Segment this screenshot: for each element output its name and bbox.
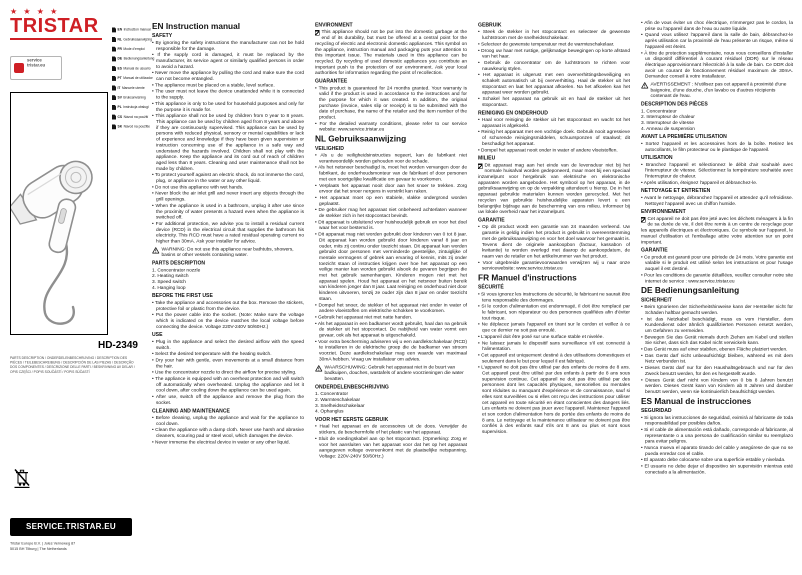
language-code: DE: [117, 57, 123, 61]
bullet-item: • To protect yourself against an electric shock, do not immerse the cord, plug, or appliance in the water or any other liquid.: [152, 172, 304, 184]
language-code: SV: [117, 95, 122, 100]
bullet-item: • Verplaats het apparaat nooit door aan het snoer te trekken. Zorg ervoor dat het snoer nergens in verstrikt kan raken.: [315, 182, 467, 195]
bullet-item: • Het apparaat moet op een stabiele, vlakke ondergrond worden geplaatst.: [315, 194, 467, 207]
section-heading: GUARANTEE: [315, 78, 348, 85]
section-heading: REINIGING EN ONDERHOUD: [478, 110, 548, 116]
bullet-item: • Cet appareil est uniquement destiné à des utilisations domestiques et seulement dans le but pour lequel il est fabriqué.: [478, 352, 630, 364]
document-icon: [112, 47, 116, 52]
parts-item: 3. Interrupteur de vitesse: [641, 119, 695, 126]
section-heading: GARANTIE: [641, 247, 668, 254]
bullet-item: • Afin de vous éviter un choc électrique, n'immergez pas le cordon, la prise ou l'appareil dans de l'eau ou autre liquide.: [641, 20, 793, 32]
language-index-item: [112, 73, 153, 83]
parts-item: 2. Interrupteur de chaleur: [641, 114, 695, 120]
bullet-list: [152, 415, 304, 445]
bullet-list: [478, 291, 630, 434]
section-heading: USE: [152, 332, 163, 338]
language-index: [112, 25, 153, 132]
paragraph-text: This appliance should not be put into the domestic garbage at the end of its durability, but must be offered at a central point for the recycling of electric and electronic domestic appliances. This symbol on the appliance, instruction manual and packaging puts your attention to this important issue. The materials used in this appliance can be recycled. By recycling of used domestic appliances you contribute an important push to the protection of our environment. Ask your local authorities for information regarding the point of recollection.: [315, 29, 467, 76]
language-label: Bedienungsanleitung: [123, 57, 155, 61]
environment-paragraph: [478, 162, 630, 215]
bullet-list: [315, 85, 467, 132]
bullet-item: • Si ignora las instrucciones de seguridad, eximirá al fabricante de toda responsabilidad por posibles daños.: [641, 414, 793, 427]
section-heading: DESCRIPTION DES PIÈCES: [641, 101, 708, 108]
bullet-item: • Avant le nettoyage, débranchez l'appareil et attendez qu'il refroidisse. Nettoyez l'appareil avec un chiffon humide.: [641, 194, 793, 207]
section-heading: VEILIGHEID: [315, 145, 344, 152]
language-label: Gebruiksaanwijzing: [123, 37, 152, 42]
bullet-item: • Dieses Gerät darf nicht von Kindern von 0 bis 8 Jahren benutzt werden. Dieses Gerät kann von Kindern ab 8 Jahren und darüber benutzt werden, wenn sie kontinuierlich beaufsichtigt werden.: [641, 377, 793, 395]
language-index-item: [112, 93, 153, 103]
service-badge-icon: [14, 63, 24, 73]
language-code: IT: [117, 86, 121, 90]
parts-item: 1. Concentrator nozzle: [152, 267, 201, 273]
recycle-bin-icon: [478, 163, 483, 169]
language-code: CS: [117, 115, 123, 119]
bullet-item: • Haal voor reiniging de stekker uit het stopcontact en wacht tot het apparaat is afgekoeld.: [478, 117, 630, 129]
bullet-item: • Put the power cable into the socket. (Note: Make sure the voltage which is indicated on the device matches the local voltage before connecting the device. Voltage 220V-240V 50/60Hz.): [152, 312, 304, 330]
section-heading: VOOR HET EERSTE GEBRUIK: [315, 416, 389, 423]
section-heading: MILIEU: [478, 155, 496, 162]
bullet-list: [478, 29, 630, 108]
bullet-item: • After use, switch off the appliance and remove the plug from the socket.: [152, 394, 304, 406]
language-label: Manuele utente: [121, 86, 145, 90]
paragraph-text: Cet appareil ne doit pas être jeté avec les déchets ménagers à la fin de sa durée de vie, il doit être remis à un centre de recyclage pour les appareils électriques et électroniques. Ce symbole sur l'appareil, le manuel d'utilisation et l'emballage attire votre attention sur un point important.: [641, 215, 793, 245]
document-icon: [112, 124, 116, 129]
language-index-item: [112, 35, 153, 45]
parts-item: 4. Hanging loop: [152, 284, 186, 291]
manual-column-fr-de-es: [641, 20, 793, 570]
document-icon: [112, 37, 116, 42]
bullet-item: • Si el cable de alimentación está dañado, corresponde al fabricante, al representante o a una persona de cualificación similar su reemplazo para evitar peligros.: [641, 426, 793, 445]
weee-bin-icon: [14, 468, 30, 488]
bullet-item: • Si le cordon d'alimentation est endommagé, il doit être remplacé par le fabricant, son réparateur ou des personnes qualifiées afin d'éviter tout risque.: [478, 303, 630, 321]
language-index-item: [112, 103, 153, 113]
language-label: Návod na použití: [123, 115, 149, 119]
service-url-bar: SERVICE.TRISTAR.EU: [10, 518, 132, 536]
environment-paragraph: [315, 29, 467, 76]
language-index-item: [112, 64, 153, 74]
language-index-item: [112, 44, 153, 54]
bullet-item: • Gebruik het apparaat niet met natte handen.: [315, 314, 413, 320]
bullet-item: • Do not use this appliance with wet hands.: [152, 184, 244, 190]
warning-icon: [315, 365, 323, 373]
bullet-item: • El usuario no debe dejar el dispositivo sin supervisión mientras esté conectado a la alimentación.: [641, 463, 793, 475]
language-code: PT: [117, 76, 122, 81]
bullet-list: [315, 152, 467, 362]
company-address: [10, 541, 140, 552]
product-image-box: [10, 92, 108, 335]
bullet-item: • Pour les conditions de garantie détaillées, veuillez consulter notre site internet de service : www.service.tristar.eu: [641, 272, 793, 284]
bullet-item: • Sluit de voedingskabel aan op het stopcontact. (Opmerking: Zorg er voor het aansluiten van het apparaat voor dat het op het apparaat aangegeven voltage overeenkomt met de plaatselijke netspanning. Voltage: 220V-240V 50/60Hz.): [315, 435, 467, 459]
bullet-item: • Als het netsnoer beschadigd is, moet het worden vervangen door de fabrikant, de onderhoudsmonteur van de fabrikant of door personen met een soortgelijke kwalificatie om gevaar te voorkomen.: [315, 164, 467, 182]
language-index-item: [112, 112, 153, 122]
environment-paragraph: [641, 216, 793, 245]
document-icon: [112, 115, 116, 120]
bullet-item: • Das Gerät muss auf einer stabilen, ebenen Fläche platziert werden.: [641, 346, 788, 353]
bullet-item: • Sortez l'appareil et les accessoires hors de la boîte. Retirez les autocollants, le film protecteur ou le plastique de l'appareil.: [641, 140, 793, 153]
language-label: Návod na použitie: [123, 125, 150, 129]
bullet-item: • The appliance is equipped with an overheat protection and will switch off automatically when overheated. Unplug the appliance and let it cool down, after cooling down the appliance can be used again.: [152, 376, 304, 394]
section-heading: BEFORE THE FIRST USE: [152, 293, 213, 299]
language-label: Bruksanvisning: [123, 95, 146, 100]
bullet-item: • Voor uitgebreide garantievoorwaarden verwijzen wij u naar onze servicewebsite: www.service.tristar.eu: [478, 259, 630, 272]
manual-column-en-nl: [315, 20, 467, 570]
bullet-item: • Schakel het apparaat na gebruik uit en haal de stekker uit het stopcontact.: [478, 96, 630, 108]
tristar-logo: [10, 8, 120, 40]
bullet-list: [478, 224, 630, 271]
bullet-item: • Dry your hair with gentle, even movements at a small distance from the hair.: [152, 357, 304, 369]
bullet-item: • If the supply cord is damaged, it must be replaced by the manufacturer, its service agent or similarly qualified persons in order to avoid a hazard.: [152, 52, 304, 70]
section-heading: GARANTIE: [478, 217, 505, 223]
document-icon: [112, 105, 116, 110]
bullet-item: • L'appareil ne doit pas être utilisé par des enfants de moins de 8 ans. Cet appareil peut être utilisé par des enfants à partir de 8 ans sous supervision continue. Cet appareil ne doit pas être utilisé par des personnes dont les capacités physiques, sensorielles ou mentales sont réduites ou manquant d'expérience et de connaissance, sauf si elles sont surveillées ou si elles ont reçu des instructions pour utiliser cet appareil en toute sécurité en étant conscientes des dangers liés. Les enfants ne doivent pas jouer avec l'appareil. Maintenez l'appareil et son cordon d'alimentation hors de portée des enfants de moins de 8 ans. Le nettoyage et la maintenance utilisateur ne doivent pas être confiés à des enfants sauf s'ils ont 8 ans ou plus et sont sous supervision.: [478, 364, 630, 435]
section-heading: NETTOYAGE ET ENTRETIEN: [641, 188, 711, 194]
document-icon: [112, 66, 116, 71]
document-icon: [112, 76, 116, 81]
language-index-item: [112, 25, 153, 35]
language-code: PL: [117, 105, 122, 110]
section-heading: SAFETY: [152, 33, 173, 39]
section-heading: CLEANING AND MAINTENANCE: [152, 408, 230, 414]
document-icon: [112, 27, 116, 32]
document-icon: [112, 86, 116, 91]
bullet-item: • Nunca mueva el aparato tirando del cable y asegúrese de que no se pueda enredar con el cable.: [641, 445, 793, 457]
bullet-item: • L'appareil doit être posé sur une surface stable et nivelée.: [478, 333, 604, 340]
bullet-list: [641, 162, 793, 186]
bullet-item: • When the appliance is used in a bathroom, unplug it after use since the proximity of water presents a hazard even when the appliance is switched off.: [152, 202, 304, 221]
section-heading: PARTS DESCRIPTION: [152, 260, 206, 267]
bullet-item: • Ist das Netzkabel beschädigt, muss es vom Hersteller, dem Kundendienst oder ähnlich qualifizierten Personen ersetzt werden, um Gefahren zu vermeiden.: [641, 316, 793, 334]
bullet-item: • The appliance must be placed on a stable, level surface.: [152, 82, 275, 88]
hair-dryer-image: [11, 93, 107, 334]
bullet-item: • Haal het apparaat en de accessoires uit de doos. Verwijder de stickers, de beschermfolie of het plastic van het apparaat.: [315, 423, 467, 436]
language-code: NL: [117, 37, 122, 42]
parts-item: 4. Anneau de suspension: [641, 125, 695, 132]
language-section-title: ES Manual de instrucciones: [641, 396, 752, 406]
address-line1: Tristar Europe B.V. | Jules Verneweg 87: [10, 541, 76, 546]
parts-list: [641, 108, 793, 131]
parts-list: [152, 267, 304, 290]
warning-text: AVERTISSEMENT : N'utilisez pas cet appareil à proximité d'une baignoire, d'une douche, d'un lavabo ou d'autres récipients contenant de l'eau.: [650, 81, 787, 99]
bullet-item: • Het apparaat is uitgerust met een oververhittingsbeveiliging en schakelt automatisch uit bij oververhitting. Haal de stekker uit het stopcontact en laat het apparaat afkoelen. Na het afkoelen kan het apparaat weer worden gebruikt.: [478, 72, 630, 96]
section-heading: UTILISATION: [641, 155, 673, 161]
bullet-item: • Voor extra bescherming adviseren wij u een aardlekschakelaar (RCD) te installeren in de elektrische groep die de badkamer van stroom voorziet. Deze aardlekschakelaar mag een waarde van maximaal 30mA hebben. Vraag uw installateur om advies.: [315, 338, 467, 362]
image-note: PARTS DESCRIPTION / ONDERDELENBESCHRIJVING / DESCRIPTION DES PIÈCES / TEILEBESCHREIBUNG / DESCRIPCIÓN DE LAS PIEZAS / DESCRIÇÃO DOS COMPONENTES / DESCRIZIONE DELLE PARTI / BESKRIVNING AV DELAR / OPIS CZĘŚCI / POPIS SOUČÁSTÍ / POPIS SÚČASTÍ: [10, 356, 135, 374]
language-label: Instrukcja obsługi: [123, 105, 149, 110]
section-heading: SEGURIDAD: [641, 408, 672, 414]
warning-note: [641, 82, 793, 100]
recycle-bin-icon: [641, 217, 646, 223]
bullet-item: • Droog uw haar met rustige, gelijkmatige bewegingen op korte afstand van het haar.: [478, 47, 630, 60]
warning-note: [152, 246, 304, 258]
language-index-item: [112, 54, 153, 64]
bullet-list: [315, 424, 467, 460]
bullet-list: [641, 141, 793, 153]
bullet-item: • Ne laissez jamais le dispositif sans surveillance s'il est connecté à l'alimentation.: [478, 340, 630, 352]
bullet-item: • By ignoring the safety instructions the manufacturer can not be hold responsible for the damage.: [152, 39, 304, 52]
language-code: FR: [117, 47, 122, 51]
manual-column-en: [152, 20, 304, 570]
bullet-item: • Dieses Gerät darf nur für den Haushaltsgebrauch und nur für den Zweck benutzt werden, für den es hergestellt wurde.: [641, 365, 793, 377]
parts-item: 2. Heating switch: [152, 273, 189, 279]
service-badge-line2: tristar.eu: [27, 62, 46, 68]
bullet-item: • Si vous ignorez les instructions de sécurité, le fabricant ne saurait être tenu responsable des dommages.: [478, 291, 630, 303]
bullet-list: [641, 20, 793, 80]
bullet-item: • Das Gerät darf nicht unbeaufsichtigt bleiben, während es mit dem Netz verbunden ist.: [641, 352, 793, 365]
bullet-item: • À titre de protection supplémentaire, nous vous conseillons d'installer un dispositif différentiel à courant résiduel (DDR) sur le réseau électrique approvisionnant l'électricité à la salle de bain. Ce DDR doit avoir un courant de fonctionnement résiduel maximum de 30mA. Demandez conseil à votre installateur.: [641, 50, 793, 80]
bullet-list: [641, 254, 793, 284]
bullet-item: • For additional protection, we advise you to install a residual current device (RCD) in the electrical circuit that supplies the bathroom his electricity. This RCD must have a rated residual operating current no higher than 30mA. Ask your installer for advice.: [152, 220, 304, 245]
bullet-item: • Plug in the appliance and select the desired airflow with the speed switch.: [152, 338, 304, 351]
language-code: SK: [117, 125, 123, 129]
service-badge-text: [27, 58, 45, 68]
bullet-list: [478, 117, 630, 153]
language-label: Mode d'emploi: [123, 47, 145, 51]
bullet-item: • Ce produit est garanti pour une période de 24 mois. Votre garantie est valable si le produit est utilisé selon les instructions et pour l'usage auquel il est destiné.: [641, 254, 793, 272]
bullet-item: • Select the desired temperature with the heating switch.: [152, 351, 272, 357]
bullet-item: • Before cleaning, unplug the appliance and wait for the appliance to cool down.: [152, 414, 304, 427]
document-icon: [112, 95, 116, 100]
section-heading: ENVIRONMENT: [315, 22, 353, 28]
warning-text: WAARSCHUWING: Gebruik het apparaat niet in de buurt van badkuipen, douches, wastafels of andere voorzieningen die water bevatten.: [324, 364, 464, 382]
bullet-item: • Selecteer de gewenste temperatuur met de warmteschakelaar.: [478, 41, 615, 47]
language-index-item: [112, 83, 153, 93]
manual-column-nl-fr: [478, 20, 630, 570]
bullet-item: • This appliance is only to be used for household purposes and only for the purpose it is made for.: [152, 100, 304, 113]
bullet-item: • Ne déplacez jamais l'appareil en tirant sur le cordon et veillez à ce que ce dernier ne soit pas enroulé.: [478, 321, 630, 334]
bullet-item: • Clean the appliance with a damp cloth. Never use harsh and abrasive cleaners, scouring pad or steel wool, which damages the device.: [152, 427, 304, 439]
bullet-item: • Als u de veiligheidsinstructies negeert, kan de fabrikant niet verantwoordelijk worden gehouden voor de schade.: [315, 152, 467, 164]
brand-name: TRISTAR: [10, 15, 99, 37]
language-section-title: FR Manuel d'instructions: [478, 273, 577, 283]
bullet-item: • This product is guaranteed for 24 months granted. Your warranty is valid if the product is used in accordance to the instructions and for the purpose for which it was created. In addition, the original purchase (invoice, sales slip or receipt) is to be submitted with the date of purchase, the name of the retailer and the item number of the product.: [315, 85, 467, 121]
warning-icon: [641, 82, 649, 90]
bullet-list: [152, 300, 304, 330]
section-heading: GEBRUIK: [478, 22, 502, 28]
language-label: Manual de usuario: [123, 66, 151, 71]
section-heading: AVANT LA PREMIÈRE UTILISATION: [641, 134, 727, 140]
parts-item: 1. Concentrator: [315, 391, 349, 397]
warning-icon: [152, 247, 160, 255]
section-heading: ONDERDELENBESCHRIJVING: [315, 384, 389, 390]
language-code: ES: [117, 66, 122, 71]
bullet-item: • Never immerse the electrical device in water or any other liquid.: [152, 439, 290, 445]
bullet-list: [641, 195, 793, 207]
language-section-title: NL Gebruiksaanwijzing: [315, 134, 407, 144]
address-line2: 5015 BH Tilburg | The Netherlands: [10, 546, 67, 551]
bullet-item: • De gebruiker mag het apparaat niet onbeheerd achterlaten wanneer de stekker zich in het stopcontact bevindt.: [315, 207, 467, 219]
bullet-item: • Op dit product wordt een garantie van 24 maanden verleend. Uw garantie is geldig indien het product is gebruikt in overeenstemming met de gebruiksaanwijzing en voor het doel waarvoor het gemaakt is. Tevens dient de originele aankoopbon (factuur, kassabon of kwitantie) te worden overlegd met daarop de aankoopdatum, de naam van de retailer en het artikelnummer van het product.: [478, 224, 630, 259]
language-label: Manual de utilizador: [123, 76, 153, 81]
parts-item: 1. Concentrateur: [641, 108, 677, 114]
bullet-item: • Steek de stekker in het stopcontact en selecteer de gewenste luchtstroom met de snelheidsschakelaar.: [478, 29, 630, 41]
parts-item: 2. Warmteschakelaar: [315, 396, 361, 403]
language-index-item: [112, 122, 153, 132]
bullet-item: • Beim Ignorieren der Sicherheitshinweise kann der Hersteller nicht für Schäden haftbar gemacht werden.: [641, 304, 793, 316]
bullet-list: [152, 339, 304, 406]
bullet-item: • Never move the appliance by pulling the cord and make sure the cord can not become entangled.: [152, 70, 304, 82]
bullet-item: • Never block the air inlet grill and never insert any objects through the grill openings.: [152, 190, 304, 203]
language-label: Instruction manual: [123, 28, 151, 32]
language-section-title: DE Bedienungsanleitung: [641, 285, 740, 296]
logo-stars: ★ ★ ★ ★: [10, 7, 60, 16]
warning-text: WARNING: Do not use this appliance near bathtubs, showers, basins or other vessels containing water.: [161, 246, 294, 258]
bullet-item: • Dit apparaat is uitsluitend voor huishoudelijk gebruik en voor het doel waar het voor bestemd is.: [315, 219, 467, 231]
recycle-bin-icon: [315, 30, 320, 36]
document-icon: [112, 56, 116, 61]
bullet-item: • Take the appliance and accessories out the box. Remove the stickers, protective foil or plastic from the device.: [152, 299, 304, 312]
language-code: EN: [117, 28, 123, 32]
bullet-item: • This appliance shall not be used by children from 0 year to 8 years. This appliance can be used by children aged from 8 years and above if they are continuously supervised. This appliance can be used by persons with reduced physical, sensory or mental capabilities or lack of experience and knowledge if they have been given supervision or instruction concerning use of the appliance in a safe way and understand the hazards involved. Children shall not play with the appliance. Keep the appliance and its cord out of reach of children aged less than 8 years. Cleaning and user maintenance shall not be made by children.: [152, 113, 304, 172]
warning-note: [315, 364, 467, 382]
bullet-item: • Dompel het snoer, de stekker of het apparaat niet onder in water of andere vloeistoffen om elektrische schokken te voorkomen.: [315, 302, 467, 314]
parts-item: 3. Snelheidsschakelaar: [315, 402, 365, 409]
bullet-item: • Bewegen Sie das Gerät niemals durch Ziehen am Kabel und stellen Sie sicher, dass sich das Kabel nicht verwickeln kann.: [641, 334, 793, 346]
bullet-item: • Quand vous utilisez l'appareil dans la salle de bain, débranchez-le après utilisation car la proximité de l'eau présente un risque, même si l'appareil est éteint.: [641, 32, 793, 50]
bullet-item: • Dit apparaat mag niet worden gebruikt door kinderen van 0 tot 8 jaar. Dit apparaat kan worden gebruikt door kinderen vanaf 8 jaar en ouder, mits zij continu onder toezicht staan. Dit apparaat kan worden gebruikt door personen met verminderde geestelijke, zintuiglijke of mentale vermogens of gebrek aan ervaring of kennis, mits zij onder toezicht staan of instructies krijgen over hoe het apparaat op een veilige manier kan worden gebruikt alsook de gevaren begrijpen die met het gebruik samenhangen. Kinderen mogen niet met het apparaat spelen. Houd het apparaat en het netsnoer buiten bereik van kinderen jonger dan 8 jaar. Laat reiniging en onderhoud niet door kinderen uitvoeren, tenzij ze ouder zijn dan 8 jaar en onder toezicht staan.: [315, 231, 467, 302]
paragraph-text: Dit apparaat mag aan het einde van de levensduur niet bij het normale huisafval worden gedeponeerd, maar moet bij een speciaal inzamelpunt voor hergebruik van elektrische en elektronische apparaten worden aangeboden. Het symbool op het apparaat, in de gebruiksaanwijzing en op de verpakking attendeert u hierop. De in het apparaat gebruikte materialen kunnen worden gerecycled. Met het recyclen van gebruikte huishoudelijke apparaten levert u een belangrijke bijdrage aan de bescherming van ons milieu. Informeer bij uw lokale overheid naar het inzamelpunt.: [478, 162, 630, 215]
section-heading: SÉCURITÉ: [478, 284, 504, 291]
service-badge: [10, 56, 62, 80]
bullet-item: • El aparato debe colocarse sobre una superficie estable y nivelada.: [641, 457, 786, 463]
bullet-list: [641, 304, 793, 395]
parts-item: 3. Speed switch: [152, 279, 186, 285]
section-heading: ENVIRONNEMENT: [641, 209, 686, 215]
bullet-item: • Reinig het apparaat met een vochtige doek. Gebruik nooit agressieve of schurende reinigingsmiddelen, schuursponzen of staalwol; dit beschadigt het apparaat.: [478, 129, 630, 147]
bullet-item: • For the detailed warranty conditions, please refer to our service website: www.service.tristar.eu: [315, 120, 467, 133]
bullet-item: • Als het apparaat in een badkamer wordt gebruikt, haal dan na gebruik de stekker uit het stopcontact. De nabijheid van water vormt een gevaar, ook als het apparaat is uitgeschakeld.: [315, 320, 467, 339]
section-heading: SICHERHEIT: [641, 297, 672, 303]
bullet-item: • The user must not leave the device unattended while it is connected to the supply.: [152, 88, 304, 101]
parts-item: 4. Ophanglus: [315, 408, 344, 415]
bullet-item: • Use the concentrator nozzle to direct the airflow for precise styling.: [152, 369, 297, 376]
bullet-list: [152, 40, 304, 244]
parts-list: [315, 391, 467, 414]
language-section-title: EN Instruction manual: [152, 21, 241, 31]
bullet-item: • Branchez l'appareil et sélectionnez le débit d'air souhaité avec l'interrupteur de vitesse. Sélectionnez la température souhaitée avec l'interrupteur de chaleur.: [641, 161, 793, 180]
bullet-list: [641, 415, 793, 476]
bullet-item: • Après utilisation, éteignez l'appareil et débranchez-le.: [641, 179, 758, 186]
model-number: HD-2349: [97, 340, 138, 351]
service-badge-line1: service: [27, 57, 42, 63]
bullet-item: • Gebruik de concentrator om de luchtstroom te richten voor nauwkeurig stylen.: [478, 59, 630, 72]
bullet-item: • Dompel het apparaat nooit onder in water of andere vloeistoffen.: [478, 147, 618, 153]
logo-rule: [10, 38, 102, 40]
